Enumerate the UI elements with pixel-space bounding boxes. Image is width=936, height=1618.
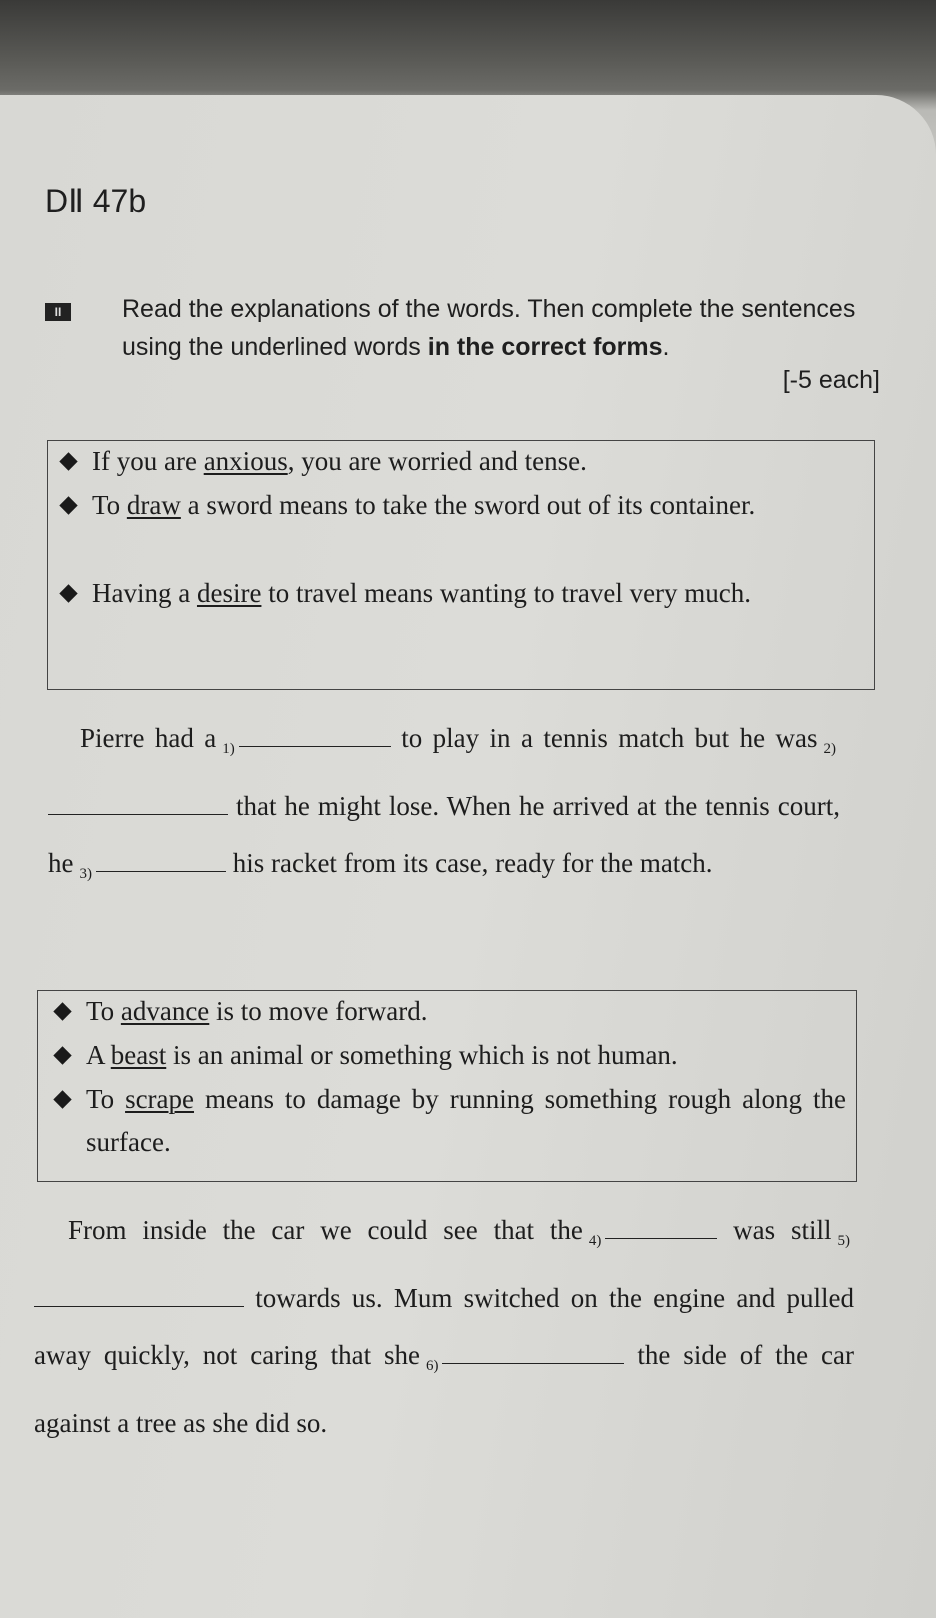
answer-blank-3[interactable] — [96, 851, 226, 872]
definition-item: To draw a sword means to take the sword out of its container. — [92, 484, 862, 527]
page-title: DⅡ 47b — [45, 183, 147, 219]
definition-item: Having a desire to travel means wanting to travel very much. — [92, 572, 862, 615]
exercise-paragraph-2: From inside the car we could see that the $_{4)}$ was still $_{5)}$ towards us. Mum switched on the engine and pulled away quickly, not caring that she $_{6)}$ the side of the car against a tree as she did so. — [34, 1215, 854, 1438]
answer-blank-5[interactable] — [34, 1286, 244, 1307]
definition-item: To advance is to move forward. — [86, 990, 846, 1033]
exercise-paragraph-1: Pierre had a $_{1)}$ to play in a tennis match but he was $_{2)}$ that he might lose. When he arrived at the tennis court, he $_{3)}$ his racket from its case, ready for the match. — [48, 723, 840, 882]
definition-item: If you are anxious, you are worried and tense. — [92, 440, 862, 483]
definition-item: A beast is an animal or something which is not human. — [86, 1034, 846, 1077]
definition-item: To scrape means to damage by running something rough along the surface. — [86, 1078, 846, 1164]
instruction-text: Read the explanations of the words. Then complete the sentences using the underlined words in the correct forms. — [122, 295, 856, 361]
answer-blank-2[interactable] — [48, 794, 228, 815]
answer-blank-1[interactable] — [239, 726, 391, 747]
section-badge: II — [45, 303, 71, 321]
answer-blank-4[interactable] — [605, 1218, 717, 1239]
answer-blank-6[interactable] — [442, 1343, 624, 1364]
points-label: [-5 each] — [782, 366, 880, 394]
